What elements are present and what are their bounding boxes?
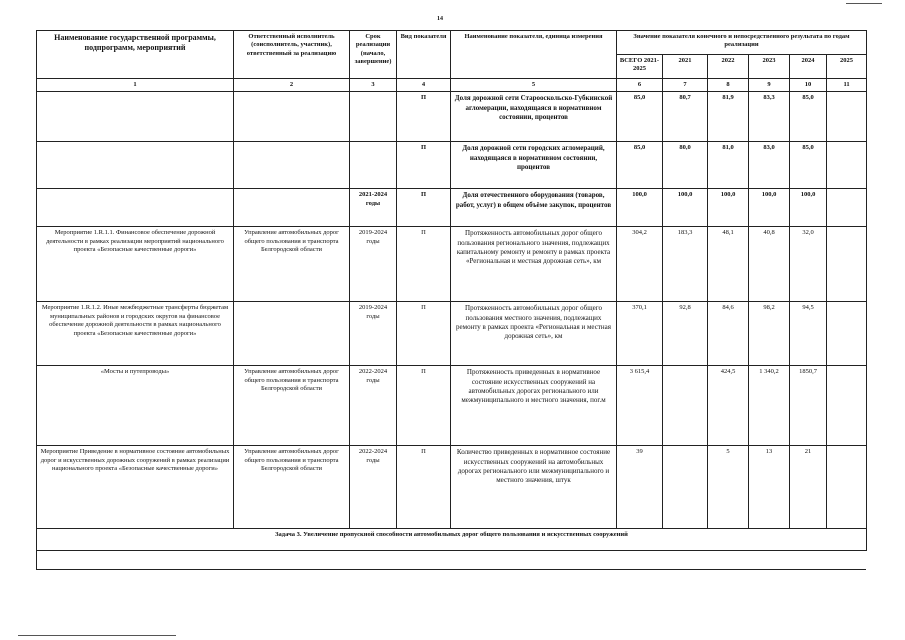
type-cell: П (397, 366, 451, 446)
program-name-cell (37, 142, 234, 189)
value-2025-cell (827, 189, 867, 227)
executor-cell (234, 302, 350, 366)
header-year: 2022 (708, 55, 749, 79)
column-number: 5 (451, 79, 617, 92)
value-2021-cell: 80,0 (663, 142, 708, 189)
type-cell: П (397, 189, 451, 227)
value-2025-cell (827, 366, 867, 446)
task-row (37, 529, 867, 551)
executor-cell (234, 189, 350, 227)
executor-cell: Управление автомобильных дорог общего пользования и транспорта Белгородской области (234, 227, 350, 302)
executor-cell (234, 92, 350, 142)
value-2021-cell (663, 446, 708, 529)
program-name-cell (37, 189, 234, 227)
table-row (37, 366, 867, 446)
table-row (37, 189, 867, 227)
program-name-cell: Мероприятие 1.R.1.2. Иные межбюджетные трансферты бюджетам муниципальных районов и городских округов на финансовое обеспечение дорожной деятельности в рамках национального проекта «Безопасные качественные дороги» (37, 302, 234, 366)
header-total: ВСЕГО 2021-2025 (617, 55, 663, 79)
value-2022-cell: 100,0 (708, 189, 749, 227)
indicator-cell: Протяженность автомобильных дорог общего пользования регионального значения, подлежащих капитальному ремонту и ремонту в рамках проекта «Региональная и местная дорожная сеть», км (451, 227, 617, 302)
type-cell: П (397, 142, 451, 189)
value-2023-cell: 98,2 (749, 302, 790, 366)
value-2024-cell: 32,0 (790, 227, 827, 302)
column-number: 8 (708, 79, 749, 92)
value-total-cell: 100,0 (617, 189, 663, 227)
table-row (37, 142, 867, 189)
value-2021-cell: 100,0 (663, 189, 708, 227)
value-2025-cell (827, 302, 867, 366)
indicator-cell: Доля отечественного оборудования (товаров, работ, услуг) в общем объёме закупок, процентов (451, 189, 617, 227)
header-year: 2025 (827, 55, 867, 79)
type-cell: П (397, 446, 451, 529)
value-total-cell: 3 615,4 (617, 366, 663, 446)
type-cell: П (397, 92, 451, 142)
period-cell: 2022-2024 годы (350, 366, 397, 446)
period-cell: 2019-2024 годы (350, 302, 397, 366)
period-cell (350, 92, 397, 142)
table-row (37, 302, 867, 366)
indicator-cell: Количество приведенных в нормативное состояние искусственных сооружений на автомобильных дорогах регионального или межмуниципального и местного значения, штук (451, 446, 617, 529)
header-executor: Ответственный исполнитель (соисполнитель, участник), ответственный за реализацию (234, 31, 350, 79)
indicator-cell: Протяженность приведенных в нормативное состояние искусственных сооружений на автомобильных дорогах регионального или межмуниципального и местного значения, пог.м (451, 366, 617, 446)
value-2022-cell: 81,9 (708, 92, 749, 142)
page-number: 14 (437, 16, 443, 22)
value-2022-cell: 424,5 (708, 366, 749, 446)
value-total-cell: 85,0 (617, 142, 663, 189)
value-2024-cell: 21 (790, 446, 827, 529)
value-2023-cell: 13 (749, 446, 790, 529)
value-2023-cell: 83,3 (749, 92, 790, 142)
header-year: 2021 (663, 55, 708, 79)
column-number: 1 (37, 79, 234, 92)
header-type: Вид показателя (397, 31, 451, 79)
scan-mark-bottom (18, 635, 176, 636)
value-total-cell: 304,2 (617, 227, 663, 302)
header-year: 2024 (790, 55, 827, 79)
column-number: 11 (827, 79, 867, 92)
value-2021-cell: 183,3 (663, 227, 708, 302)
period-cell: 2021-2024 годы (350, 189, 397, 227)
value-2023-cell: 100,0 (749, 189, 790, 227)
program-name-cell: Мероприятие Приведение в нормативное состояние автомобильных дорог и искусственных дорожных сооружений в рамках реализации национального проекта «Безопасные качественные дороги» (37, 446, 234, 529)
indicator-cell: Протяженность автомобильных дорог общего пользования местного значения, подлежащих ремонту в рамках проекта «Региональная и местная дорожная сеть», км (451, 302, 617, 366)
header-name: Наименование государственной программы, подпрограмм, мероприятий (37, 31, 234, 79)
executor-cell: Управление автомобильных дорог общего пользования и транспорта Белгородской области (234, 446, 350, 529)
value-2024-cell: 85,0 (790, 92, 827, 142)
value-2025-cell (827, 446, 867, 529)
value-2021-cell: 92,8 (663, 302, 708, 366)
value-2024-cell: 100,0 (790, 189, 827, 227)
value-2022-cell: 81,0 (708, 142, 749, 189)
value-total-cell: 370,1 (617, 302, 663, 366)
period-cell: 2019-2024 годы (350, 227, 397, 302)
value-2025-cell (827, 92, 867, 142)
column-number: 7 (663, 79, 708, 92)
task-heading: Задача 3. Увеличение пропускной способности автомобильных дорог общего пользования и искусственных сооружений (37, 529, 867, 551)
executor-cell (234, 142, 350, 189)
value-2022-cell: 84,6 (708, 302, 749, 366)
value-2024-cell: 1850,7 (790, 366, 827, 446)
program-name-cell: «Мосты и путепроводы» (37, 366, 234, 446)
value-total-cell: 85,0 (617, 92, 663, 142)
program-name-cell: Мероприятие 1.R.1.1. Финансовое обеспечение дорожной деятельности в рамках реализации мероприятий национального проекта «Безопасные качественные дороги» (37, 227, 234, 302)
type-cell: П (397, 302, 451, 366)
period-cell (350, 142, 397, 189)
header-indicator: Наименование показателя, единица измерения (451, 31, 617, 79)
value-2023-cell: 40,8 (749, 227, 790, 302)
indicator-cell: Доля дорожной сети Старооскольско-Губкинской агломерации, находящаяся в нормативном состоянии, процентов (451, 92, 617, 142)
value-2024-cell: 85,0 (790, 142, 827, 189)
value-2023-cell: 1 340,2 (749, 366, 790, 446)
column-number: 9 (749, 79, 790, 92)
indicator-table (36, 30, 867, 551)
column-number: 2 (234, 79, 350, 92)
value-2022-cell: 5 (708, 446, 749, 529)
table-row (37, 92, 867, 142)
program-name-cell (37, 92, 234, 142)
header-period: Срок реализации (начало, завершение) (350, 31, 397, 79)
scan-mark-top (846, 3, 882, 4)
value-2025-cell (827, 142, 867, 189)
column-number: 3 (350, 79, 397, 92)
value-2024-cell: 94,5 (790, 302, 827, 366)
table-row (37, 227, 867, 302)
value-2023-cell: 83,0 (749, 142, 790, 189)
value-2021-cell (663, 366, 708, 446)
period-cell: 2022-2024 годы (350, 446, 397, 529)
header-year: 2023 (749, 55, 790, 79)
column-number: 10 (790, 79, 827, 92)
column-number: 6 (617, 79, 663, 92)
value-2022-cell: 48,1 (708, 227, 749, 302)
header-values-group: Значение показателя конечного и непосредственного результата по годам реализации (617, 31, 867, 55)
indicator-cell: Доля дорожной сети городских агломераций, находящаяся в нормативном состоянии, процентов (451, 142, 617, 189)
value-2021-cell: 80,7 (663, 92, 708, 142)
type-cell: П (397, 227, 451, 302)
value-total-cell: 39 (617, 446, 663, 529)
table-row (37, 446, 867, 529)
column-number: 4 (397, 79, 451, 92)
value-2025-cell (827, 227, 867, 302)
executor-cell: Управление автомобильных дорог общего пользования и транспорта Белгородской области (234, 366, 350, 446)
